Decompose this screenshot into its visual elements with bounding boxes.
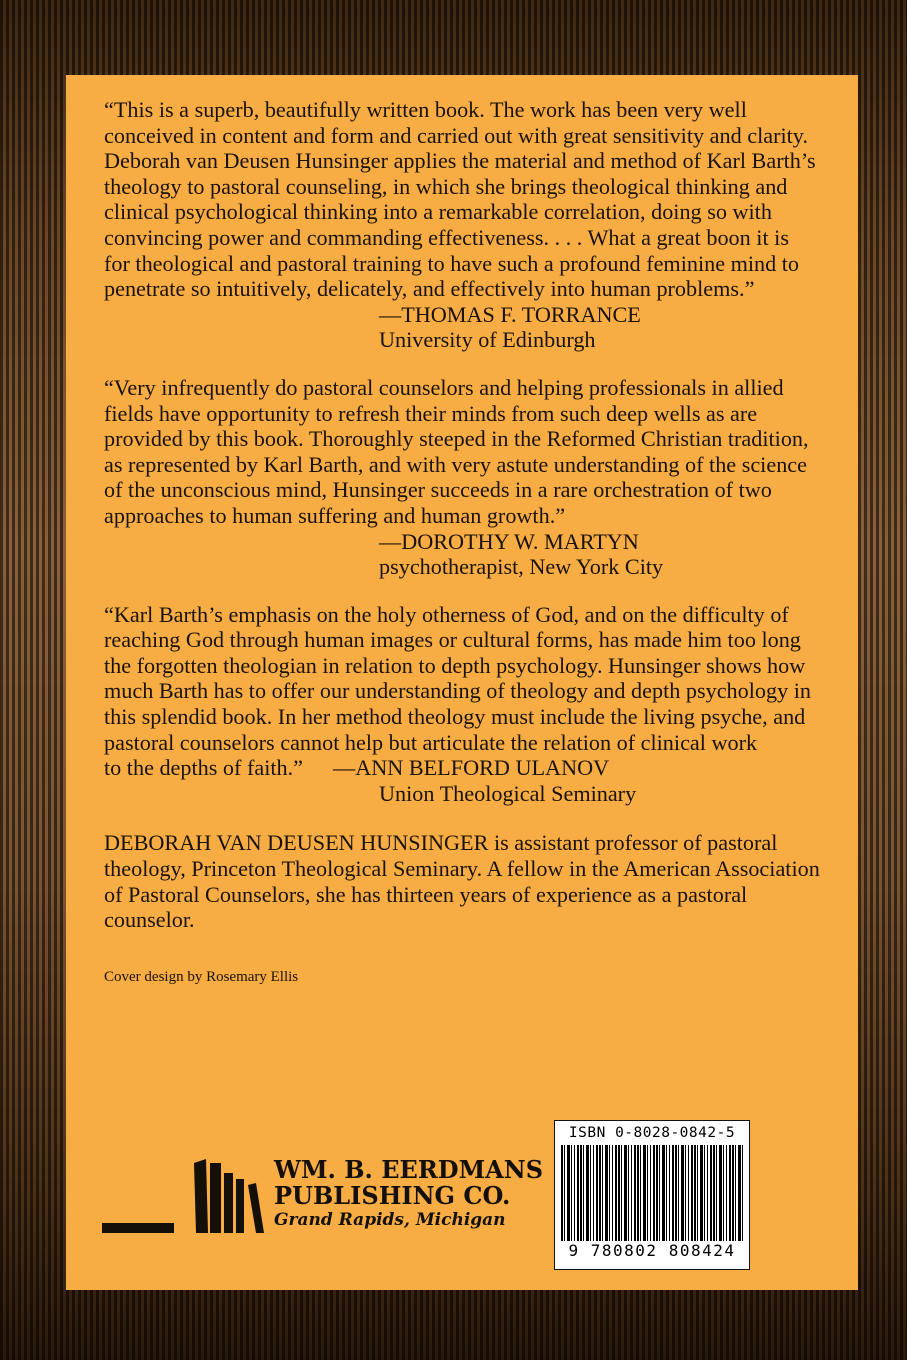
quote-author: —ANN BELFORD ULANOV — [333, 755, 610, 781]
quote-author: —THOMAS F. TORRANCE — [379, 301, 641, 327]
quote-torrance — [104, 97, 820, 353]
quote-affiliation: Union Theological Seminary — [379, 780, 637, 806]
publisher-logo — [102, 1155, 544, 1277]
quote-last-line — [104, 755, 820, 781]
quote-affiliation: University of Edinburgh — [379, 327, 596, 353]
quote-tail: to the depths of faith.” — [104, 755, 304, 781]
barcode-bars — [561, 1145, 743, 1241]
barcode-number: 9 780802 808424 — [568, 1241, 736, 1260]
quote-text: “Karl Barth’s emphasis on the holy otherness of God, and on the difficulty of reaching God through human images or cultural forms, has made him too long the forgotten theologian in relation to depth psychology. Hunsinger shows how much Barth has to offer our understanding of theology and depth psychology in this splendid book. In her method theology must include the living psyche, and pastoral counselors cannot help but articulate the relation of clinical work — [104, 601, 811, 755]
publisher-line1: WM. B. EERDMANS — [274, 1155, 544, 1184]
quote-ulanov — [104, 602, 820, 807]
publisher-name — [274, 1157, 543, 1231]
quote-author: —DOROTHY W. MARTYN — [379, 528, 639, 554]
quote-martyn — [104, 375, 820, 580]
publisher-line2: PUBLISHING CO. — [274, 1181, 511, 1210]
eerdmans-books-logo-icon — [102, 1157, 272, 1249]
back-cover-panel — [66, 75, 858, 1290]
author-bio: DEBORAH VAN DEUSEN HUNSINGER is assistant professor of pastoral theology, Princeton Theological Seminary. A fellow in the American Association of Pastoral Counselors, she has thirteen years of experience as a pastoral counselor. — [104, 830, 820, 933]
publisher-location: Grand Rapids, Michigan — [274, 1210, 506, 1230]
quote-affiliation: psychotherapist, New York City — [379, 554, 664, 580]
quote-text: “This is a superb, beautifully written book. The work has been very well conceived in content and form and carried out with great sensitivity and clarity. Deborah van Deusen Hunsinger applies the material and method of Karl Barth’s theology to pastoral counseling, in which she brings theological thinking and clinical psychological thinking into a remarkable correlation, doing so with convincing power and commanding effectiveness. . . . What a great boon it is for theological and pastoral training to have such a profound feminine mind to penetrate so intuitively, delicately, and effectively into human problems.” — [104, 97, 816, 302]
barcode-box — [554, 1120, 750, 1270]
quote-text: “Very infrequently do pastoral counselors and helping professionals in allied fields have opportunity to refresh their minds from such deep wells as are provided by this book. Thoroughly steeped in the Reformed Christian tradition, as represented by Karl Barth, and with very astute understanding of the science of the unconscious mind, Hunsinger succeeds in a rare orchestration of two approaches to human suffering and human growth.” — [104, 374, 809, 528]
cover-credit: Cover design by Rosemary Ellis — [104, 968, 299, 985]
isbn-label: ISBN 0-8028-0842-5 — [568, 1125, 736, 1141]
